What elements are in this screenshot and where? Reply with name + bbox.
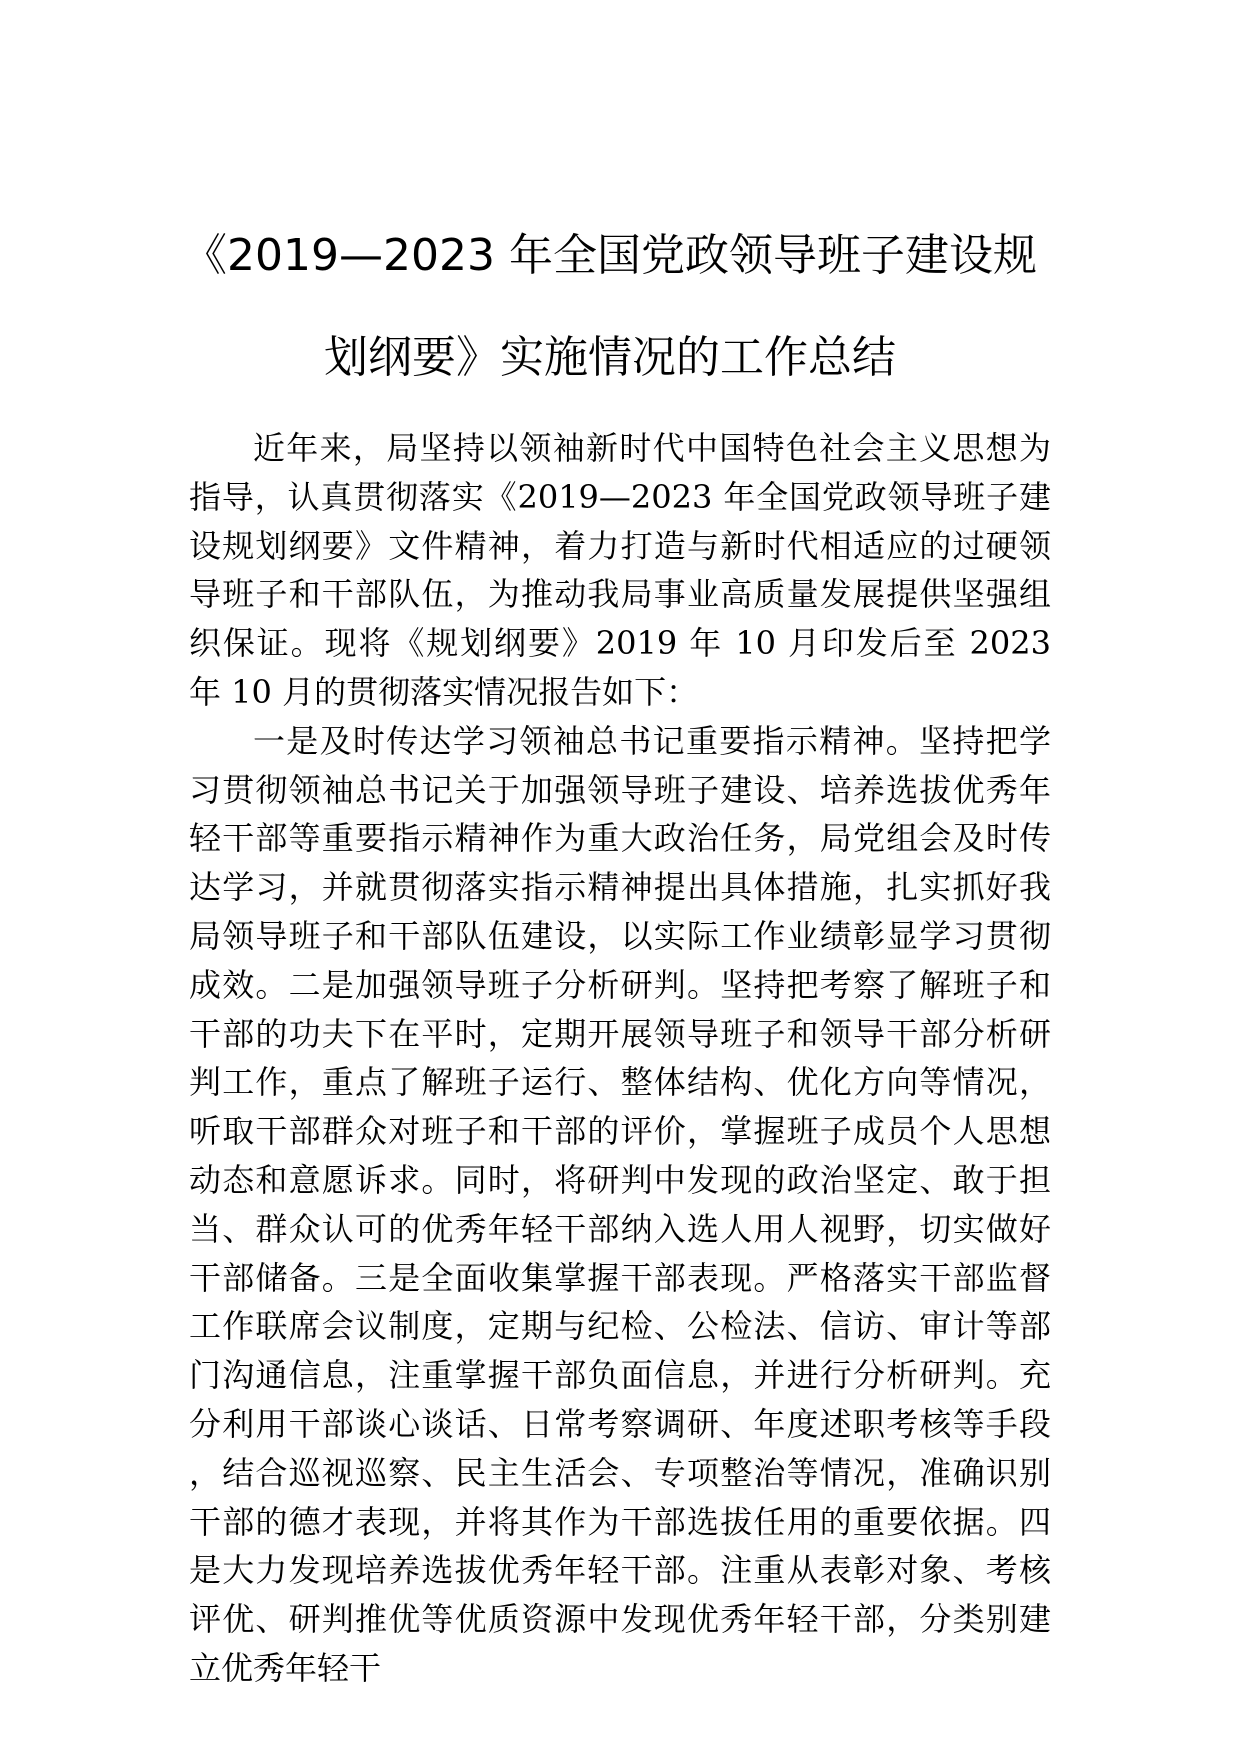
paragraph-measures: 一是及时传达学习领袖总书记重要指示精神。坚持把学习贯彻领袖总书记关于加强领导班子建设、培养选拔优秀年轻干部等重要指示精神作为重大政治任务，局党组会及时传达学习，并就贯彻落实指示精神提出具体措施，扎实抓好我局领导班子和干部队伍建设，以实际工作业绩彰显学习贯彻成效。二是加强领导班子分析研判。坚持把考察了解班子和干部的功夫下在平时，定期开展领导班子和领导干部分析研判工作，重点了解班子运行、整体结构、优化方向等情况，听取干部群众对班子和干部的评价，掌握班子成员个人思想动态和意愿诉求。同时，将研判中发现的政治坚定、敢于担当、群众认可的优秀年轻干部纳入选人用人视野，切实做好干部储备。三是全面收集掌握干部表现。严格落实干部监督工作联席会议制度，定期与纪检、公检法、信访、审计等部门沟通信息，注重掌握干部负面信息，并进行分析研判。充分利用干部谈心谈话、日常考察调研、年度述职考核等手段，结合巡视巡察、民主生活会、专项整治等情况，准确识别干部的德才表现，并将其作为干部选拔任用的重要依据。四是大力发现培养选拔优秀年轻干部。注重从表彰对象、考核评优、研判推优等优质资源中发现优秀年轻干部，分类别建立优秀年轻干 — [189, 721, 1051, 1687]
document-body — [189, 424, 1051, 1693]
title-line-2: 划纲要》实施情况的工作总结 — [324, 332, 896, 383]
title-line-1: 《2019—2023 年全国党政领导班子建设规 — [183, 230, 1037, 281]
paragraph-intro: 近年来，局坚持以领袖新时代中国特色社会主义思想为指导，认真贯彻落实《2019—2023 年全国党政领导班子建设规划纲要》文件精神，着力打造与新时代相适应的过硬领导班子和干部队伍，为推动我局事业高质量发展提供坚强组织保证。现将《规划纲要》2019 年 10 月印发后至 2023 年 10 月的贯彻落实情况报告如下： — [189, 429, 1051, 711]
document-title — [170, 205, 1050, 409]
